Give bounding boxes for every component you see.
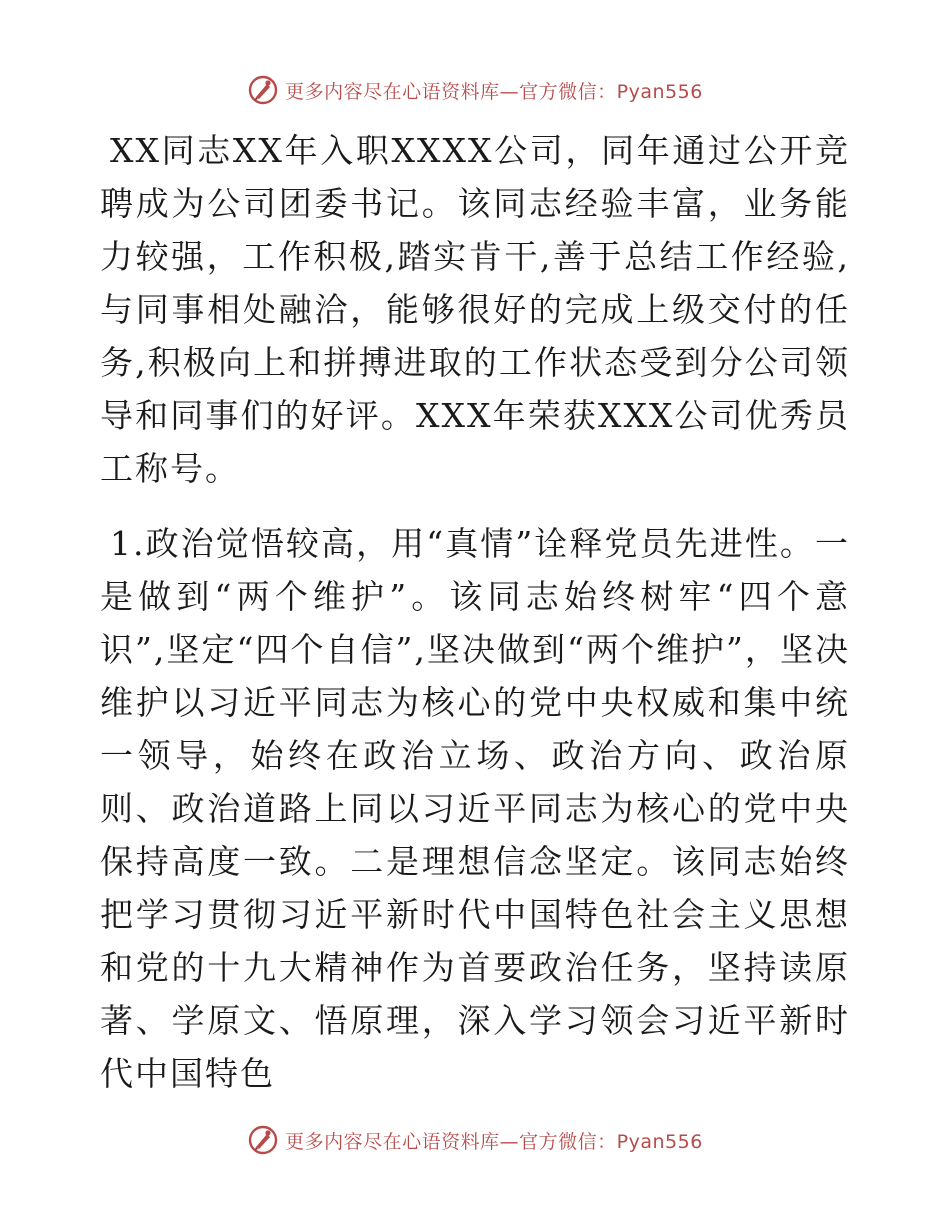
- paragraph-section-1: 1.政治觉悟较高，用“真情”诠释党员先进性。一是做到“两个维护”。该同志始终树牢“四个意识”,坚定“四个自信”,坚决做到“两个维护”，坚决维护以习近平同志为核心的党中央权威和集中统一领导，始终在政治立场、政治方向、政治原则、政治道路上同以习近平同志为核心的党中央保持高度一致。二是理想信念坚定。该同志始终把学习贯彻习近平新时代中国特色社会主义思想和党的十九大精神作为首要政治任务，坚持读原著、学原文、悟原理，深入学习领会习近平新时代中国特色: [100, 524, 850, 1093]
- header-watermark: [0, 70, 950, 110]
- watermark-text: 更多内容尽在心语资料库—官方微信：Pyan556: [285, 1130, 703, 1153]
- paragraph-intro: XX同志XX年入职XXXX公司，同年通过公开竞聘成为公司团委书记。该同志经验丰富，业务能力较强，工作积极,踏实肯干,善于总结工作经验,与同事相处融洽，能够很好的完成上级交付的任务,积极向上和拼搏进取的工作状态受到分公司领导和同事们的好评。XXX年荣获XXX公司优秀员工称号。: [100, 131, 850, 488]
- footer-watermark: [0, 1120, 950, 1160]
- document-body: [100, 124, 850, 1100]
- red-pen-logo-icon: [247, 1124, 279, 1156]
- red-pen-logo-icon: [247, 74, 279, 106]
- watermark-text: 更多内容尽在心语资料库—官方微信：Pyan556: [285, 80, 703, 103]
